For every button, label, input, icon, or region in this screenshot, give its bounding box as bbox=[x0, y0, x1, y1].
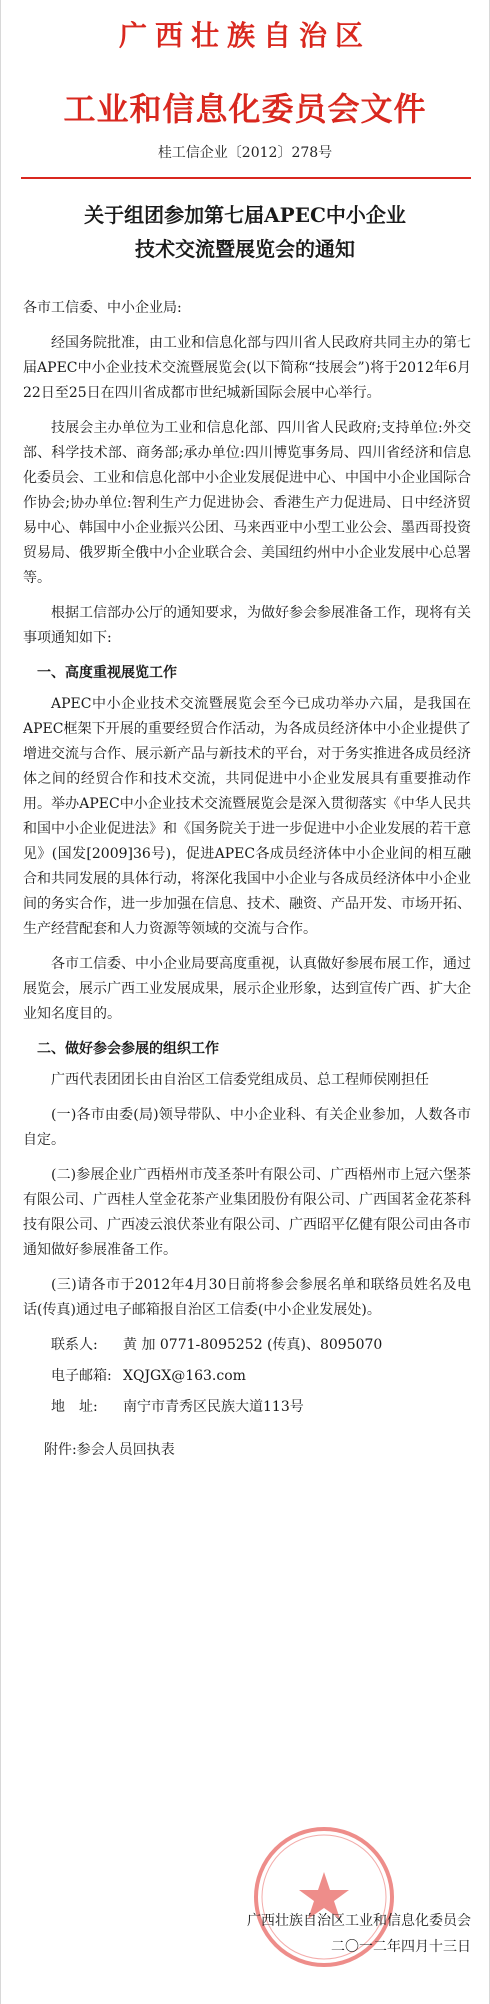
email-label: 电子邮箱: bbox=[51, 1368, 112, 1384]
notice-body bbox=[23, 296, 471, 1463]
signature-block bbox=[1, 1908, 471, 1960]
paragraph-background: APEC中小企业技术交流暨展览会至今已成功举办六届，是我国在APEC框架下开展的重要经贸合作活动，为各成员经济体中小企业提供了增进交流与合作、展示新产品与新技术的平台，对于务实推进各成员经济体之间的经贸合作和技术交流，共同促进中小企业发展具有重要推动作用。举办APEC中小企业技术交流暨展览会是深入贯彻落实《中华人民共和国中小企业促进法》和《国务院关于进一步促进中小企业发展的若干意见》(国发[2009]36号)，促进APEC各成员经济体中小企业间的相互融合和共同发展的具体行动，将深化我国中小企业与各成员经济体中小企业间的务实合作，进一步加强在信息、技术、融资、产品开发、市场开拓、生产经营配套和人力资源等领域的交流与合作。 bbox=[23, 696, 471, 937]
issuing-organization: 广西壮族自治区 bbox=[118, 19, 371, 52]
list-item-1: (一)各市由委(局)领导带队、中小企业科、有关企业参加，人数各市自定。 bbox=[23, 1107, 471, 1148]
section-heading-2: 二、做好参会参展的组织工作 bbox=[37, 1041, 219, 1057]
paragraph-intro: 经国务院批准，由工业和信息化部与四川省人民政府共同主办的第七届APEC中小企业技术交流暨展览会(以下简称“技展会”)将于2012年6月22日至25日在四川省成都市世纪城新国际会展中心举行。 bbox=[23, 335, 471, 401]
addressee: 各市工信委、中小企业局: bbox=[23, 300, 182, 316]
email-row bbox=[23, 1364, 471, 1389]
list-item-3: (三)请各市于2012年4月30日前将参会参展名单和联络员姓名及电话(传真)通过电子邮箱报自治区工信委(中小企业发展处)。 bbox=[23, 1277, 471, 1318]
paragraph-delegation: 广西代表团团长由自治区工信委党组成员、总工程师侯刚担任 bbox=[51, 1072, 429, 1088]
contact-value: 黄 加 0771-8095252 (传真)、8095070 bbox=[123, 1337, 383, 1353]
signing-date: 二〇一二年四月十三日 bbox=[331, 1939, 471, 1955]
notice-title-line-2: 技术交流暨展览会的通知 bbox=[135, 237, 355, 261]
document-type-heading: 工业和信息化委员会文件 bbox=[63, 90, 427, 128]
contact-person-row bbox=[23, 1333, 471, 1358]
notice-title-line-1: 关于组团参加第七届APEC中小企业 bbox=[84, 203, 406, 227]
section-heading-1: 一、高度重视展览工作 bbox=[37, 665, 177, 681]
paragraph-notice: 根据工信部办公厅的通知要求，为做好参会参展准备工作，现将有关事项通知如下: bbox=[23, 605, 471, 646]
address-label: 地 址: bbox=[51, 1399, 98, 1415]
contact-label: 联系人: bbox=[51, 1337, 98, 1353]
header-divider bbox=[21, 177, 471, 179]
signing-organization: 广西壮族自治区工业和信息化委员会 bbox=[247, 1913, 471, 1929]
paragraph-organizers: 技展会主办单位为工业和信息化部、四川省人民政府;支持单位:外交部、科学技术部、商务部;承办单位:四川博览事务局、四川省经济和信息化委员会、工业和信息化部中小企业发展促进中心、中国中小企业国际合作协会;协办单位:智利生产力促进协会、香港生产力促进局、日中经济贸易中心、韩国中小企业振兴公团、马来西亚中小型工业公会、墨西哥投资贸易局、俄罗斯全俄中小企业联合会、美国纽约州中小企业发展中心总署等。 bbox=[23, 420, 471, 586]
notice-title bbox=[1, 198, 489, 266]
address-row bbox=[23, 1395, 471, 1420]
attachment-note: 附件:参会人员回执表 bbox=[44, 1442, 175, 1458]
email-link[interactable]: XQJGX@163.com bbox=[123, 1368, 246, 1384]
paragraph-requirements: 各市工信委、中小企业局要高度重视，认真做好参展布展工作，通过展览会，展示广西工业发展成果，展示企业形象，达到宣传广西、扩大企业知名度目的。 bbox=[23, 956, 471, 1022]
list-item-2: (二)参展企业广西梧州市茂圣茶叶有限公司、广西梧州市上冠六堡茶有限公司、广西桂人堂金花茶产业集团股份有限公司、广西国茗金花茶科技有限公司、广西凌云浪伏茶业有限公司、广西昭平亿健有限公司由各市通知做好参展准备工作。 bbox=[23, 1167, 471, 1258]
address-value: 南宁市青秀区民族大道113号 bbox=[123, 1399, 304, 1415]
document-number: 桂工信企业〔2012〕278号 bbox=[157, 145, 333, 161]
